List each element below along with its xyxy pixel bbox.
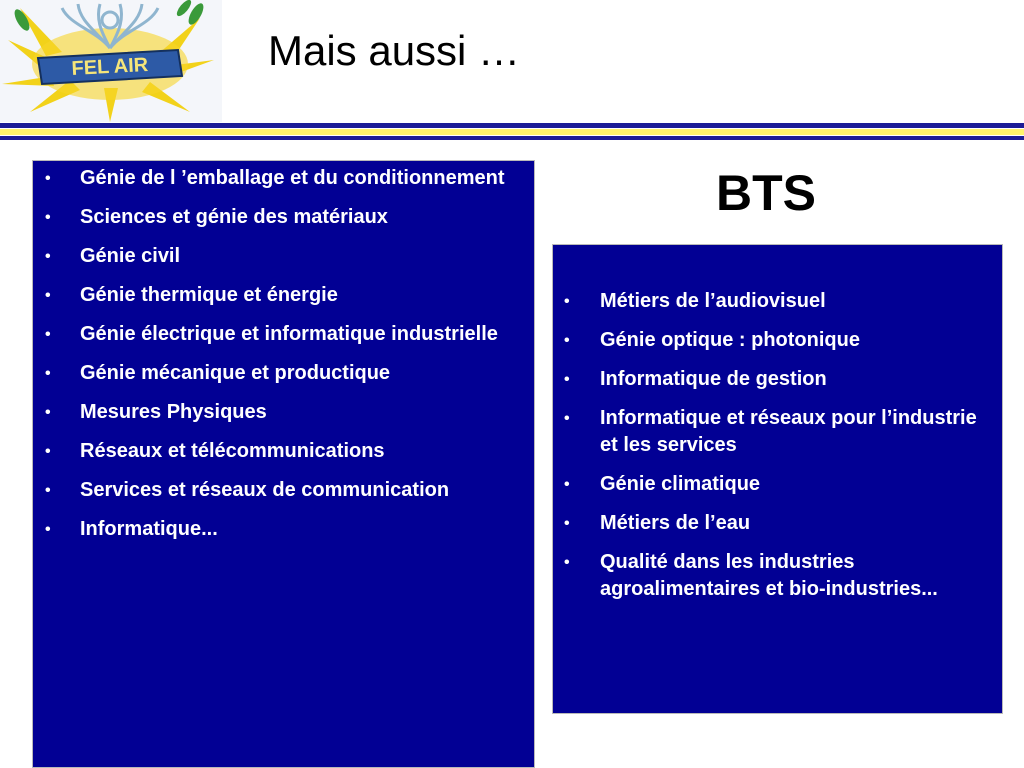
bullet-icon: • [45,326,51,343]
list-item [564,549,982,603]
bullet-icon: • [564,515,570,532]
list-item-text: Génie électrique et informatique industrielle [80,323,498,345]
list-item [45,438,514,465]
list-item [45,243,514,270]
header-divider-blue-bottom [0,136,1024,140]
list-item-text: Métiers de l’eau [600,512,751,534]
list-item-text: Informatique... [80,518,218,540]
list-item [45,165,514,192]
list-item [45,321,514,348]
bullet-icon: • [564,476,570,493]
list-item-text: Sciences et génie des matériaux [80,206,388,228]
list-item-text: Génie de l ’emballage et du conditionnement [80,167,505,189]
phoenix-emblem-logo [0,0,222,122]
bullet-icon: • [45,482,51,499]
bullet-icon: • [45,170,51,187]
bullet-icon: • [45,443,51,460]
bullet-icon: • [564,554,570,571]
list-item-text: Réseaux et télécommunications [80,440,385,462]
list-item [564,405,982,459]
list-item-text: Génie climatique [600,473,761,495]
bullet-icon: • [45,521,51,538]
list-item [45,282,514,309]
list-item-text: Métiers de l’audiovisuel [600,290,826,312]
bullet-icon: • [564,410,570,427]
header-divider-yellow [0,129,1024,135]
right-program-list [553,245,1002,603]
list-item [45,399,514,426]
list-item-text: Services et réseaux de communication [80,479,450,501]
right-program-panel [552,244,1003,714]
header-divider-blue [0,123,1024,128]
logo [0,0,222,122]
list-item [45,477,514,504]
list-item [564,327,982,354]
list-item-text: Informatique et réseaux pour l’industrie et les services [600,407,977,456]
list-item [45,204,514,231]
list-item-text: Génie civil [80,245,181,267]
bullet-icon: • [45,365,51,382]
list-item [45,360,514,387]
list-item-text: Génie thermique et énergie [80,284,338,306]
bullet-icon: • [45,404,51,421]
list-item-text: Informatique de gestion [600,368,827,390]
list-item-text: Mesures Physiques [80,401,267,423]
bts-heading: BTS [716,165,816,221]
list-item-text: Génie mécanique et productique [80,362,391,384]
list-item-text: Qualité dans les industries agroalimentaires et bio-industries... [600,551,938,600]
page-title: Mais aussi … [268,27,521,74]
list-item [45,516,514,543]
left-program-panel [32,160,535,768]
bullet-icon: • [564,293,570,310]
bullet-icon: • [45,287,51,304]
bullet-icon: • [564,332,570,349]
bullet-icon: • [45,209,51,226]
logo-text: FEL AIR [70,54,149,80]
list-item-text: Génie optique : photonique [600,329,860,351]
bullet-icon: • [564,371,570,388]
list-item [564,288,982,315]
list-item [564,366,982,393]
list-item [564,471,982,498]
left-program-list [33,161,534,543]
bullet-icon: • [45,248,51,265]
list-item [564,510,982,537]
